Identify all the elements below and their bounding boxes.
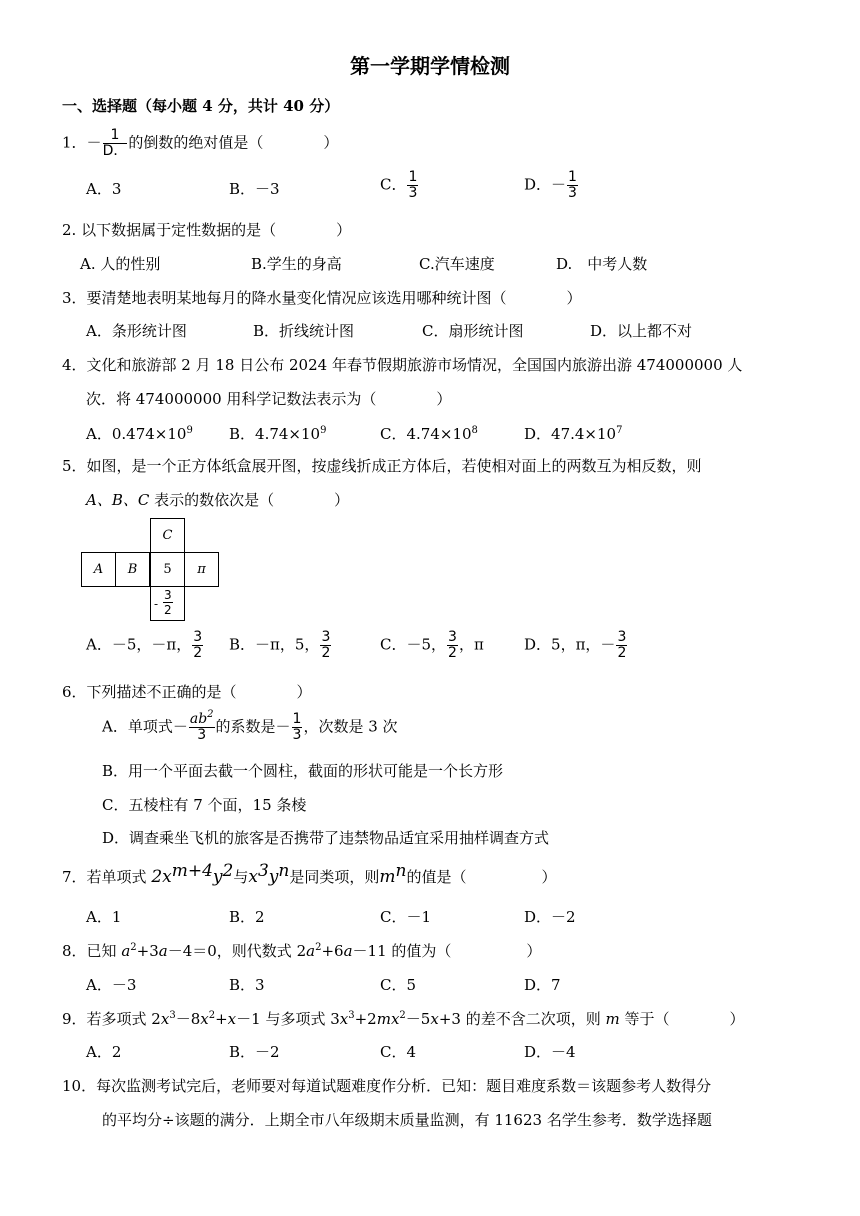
net-frac-den: 2 [164,603,172,617]
q5-b-text: B．－π，5， [229,635,320,654]
q8-option-a: A．－3 [86,976,137,994]
q1-option-d [524,170,579,201]
q5-c-text: C．－5， [380,635,447,654]
page-title: 第一学期学情检测 [350,54,510,78]
q6-a-frac2-num: 1 [292,711,302,727]
net-fraction [163,588,173,617]
q5-option-c [380,630,484,661]
q7-math-1: 2x [151,867,172,887]
q5-c-fraction [447,630,458,661]
q3-option-a: A．条形统计图 [86,322,187,340]
question-1 [62,128,338,159]
question-9 [62,1008,744,1029]
q6-option-d: D．调查乘坐飞机的旅客是否携带了违禁物品适宜采用抽样调查方式 [102,829,550,847]
q7-option-a: A．1 [86,908,122,926]
q5-option-b [229,630,332,661]
question-5-line-2 [86,489,349,510]
q8-text-1: 8．已知 [62,942,122,960]
q5-d-num: 3 [617,629,627,645]
q1-c-fraction [407,170,418,201]
q8-exp-1: 2 [130,942,137,953]
q6-a-frac-num: ab [189,711,208,727]
q9-option-a: A．2 [86,1043,122,1061]
q7-exp-1: m+4 [171,861,213,881]
q9-text-4: －1 与多项式 3 [236,1010,340,1028]
q2-option-b: B.学生的身高 [251,255,342,273]
q6-a-text-2: 的系数是－ [215,717,291,736]
q8-exp-3: 2 [315,942,322,953]
q5-c-tail: ，π [458,635,484,654]
q5-a-den: 2 [193,645,203,661]
question-3: 3．要清楚地表明某地每月的降水量变化情况应该选用哪种统计图（ ） [62,289,582,307]
q9-exp-4: 3 [348,1010,355,1021]
net-frac-num: 3 [164,588,172,602]
net-cell-b: B [115,552,150,587]
q9-option-d: D．－4 [524,1043,576,1061]
q4-d-exp: 7 [616,425,623,436]
q5-d-fraction [616,630,627,661]
q6-a-fraction-1 [189,709,215,743]
q5-d-den: 2 [617,645,627,661]
q4-a-text: A．0.474×10 [86,425,187,443]
q5-c-den: 2 [448,645,457,661]
q8-text-5: －11 的值为（ ） [352,942,542,960]
q1-d-num: 1 [568,169,577,185]
q8-text-4: +6 [321,942,344,960]
q8-text-3: －4＝0，则代数式 2 [167,942,307,960]
q7-exp-4: n [278,861,290,881]
q9-var-2: x [200,1010,209,1028]
q7-math-3: x [248,867,258,887]
q9-var-3: x [227,1010,237,1028]
q7-math-4: y [268,867,279,887]
q5-d-text: D．5，π，－ [524,635,616,654]
q7-exp-5: n [395,861,407,881]
q1-option-c [380,170,419,201]
q1-d-neg: － [551,175,567,194]
q9-exp-2: 2 [208,1010,216,1021]
q1-frac-den: D． [102,143,128,159]
q7-exp-2: 2 [222,861,234,881]
q9-var-1: x [160,1010,170,1028]
q7-math-5: m [379,867,396,887]
q6-a-frac2-den: 3 [292,727,302,743]
q1-option-a: A．3 [86,180,122,198]
q1-neg: － [86,133,102,152]
question-2: 2. 以下数据属于定性数据的是（ ） [62,221,352,239]
q9-text-3: + [215,1010,228,1028]
q5-b-den: 2 [321,645,331,661]
q1-option-b: B．－3 [229,180,280,198]
q7-text-3: 是同类项，则 [289,868,380,886]
net-neg-sign: - [154,597,159,611]
q5-a-fraction [192,630,203,661]
q1-c-den: 3 [408,185,418,201]
q3-option-d: D．以上都不对 [590,322,693,340]
q8-var-3: a [306,942,316,960]
q7-option-b: B．2 [229,908,265,926]
q8-option-b: B．3 [229,976,265,994]
q9-var-4: x [339,1010,349,1028]
q4-a-exp: 9 [186,425,193,436]
q6-option-c: C．五棱柱有 7 个面，15 条棱 [102,796,307,814]
q2-option-c: C.汽车速度 [419,255,495,273]
q8-var-1: a [121,942,131,960]
q9-option-c: C．4 [380,1043,417,1061]
q4-d-text: D．47.4×10 [524,425,617,443]
q2-option-a: A. 人的性别 [80,255,161,273]
q6-a-text-3: ，次数是 3 次 [303,717,398,736]
q4-b-exp: 9 [320,425,327,436]
q1-frac-num: 1 [103,128,128,144]
q2-option-d: D. 中考人数 [556,255,648,273]
q7-text-4: 的值是（ ） [406,868,557,886]
question-4-line-2: 次．将 474000000 用科学记数法表示为（ ） [86,390,452,408]
q4-option-b [229,423,326,444]
q9-text-2: －8 [175,1010,201,1028]
q7-option-c: C．－1 [380,908,432,926]
q9-exp-5: 2 [399,1010,406,1021]
net-cell-a: A [81,552,116,587]
q9-text-6: －5 [405,1010,431,1028]
q7-exp-3: 3 [257,861,269,881]
q7-text-1: 7．若单项式 [62,868,152,886]
q6-a-text-1: A．单项式－ [102,717,188,736]
q4-option-a [86,423,193,444]
question-8 [62,940,541,961]
q8-text-2: +3 [136,942,159,960]
q9-var-7: m [605,1010,620,1028]
net-cell-5: 5 [150,552,185,587]
q6-option-a [102,709,398,743]
q9-var-6: x [430,1010,439,1028]
q1-d-den: 3 [568,185,577,201]
q1-d-label: D． [524,175,552,194]
q1-c-label: C． [380,175,407,194]
q9-option-b: B．－2 [229,1043,280,1061]
q6-option-b: B．用一个平面去截一个圆柱，截面的形状可能是一个长方形 [102,762,504,780]
question-10-line-2: 的平均分÷该题的满分．上期全市八年级期末质量监测，有 11623 名学生参考．数学选择题 [102,1111,712,1129]
q8-var-2: a [158,942,168,960]
q7-text-2: 与 [233,868,249,886]
q6-a-fraction-2 [292,712,303,743]
q5-a-num: 3 [193,629,203,645]
q3-option-b: B．折线统计图 [253,322,355,340]
question-6: 6．下列描述不正确的是（ ） [62,683,312,701]
q4-option-c [380,423,478,444]
q6-a-frac-exp: 2 [207,709,214,720]
q5-b-num: 3 [321,629,331,645]
q9-text-8: 等于（ ） [619,1010,745,1028]
q1-c-num: 1 [408,169,418,185]
q5-b-fraction [320,630,331,661]
q4-option-d [524,423,622,444]
q4-b-text: B．4.74×10 [229,425,321,443]
q8-option-d: D．7 [524,976,561,994]
q4-c-text: C．4.74×10 [380,425,472,443]
q3-option-c: C．扇形统计图 [422,322,524,340]
q9-text-1: 9．若多项式 2 [62,1010,161,1028]
q8-option-c: C．5 [380,976,417,994]
q9-text-5: +2 [354,1010,377,1028]
net-cell-neg-fraction [150,586,185,621]
q5-variables: A、B、C [86,491,150,509]
q9-text-7: +3 的差不含二次项，则 [438,1010,606,1028]
section-heading: 一、选择题（每小题 4 分，共计 40 分） [62,97,340,115]
q6-a-frac-den: 3 [197,727,207,743]
question-5-line-1: 5．如图，是一个正方体纸盒展开图，按虚线折成正方体后，若使相对面上的两数互为相反数，则 [62,457,702,475]
q5-c-num: 3 [448,629,457,645]
net-cell-c: C [150,518,185,553]
question-10-line-1: 10．每次监测考试完后，老师要对每道试题难度作分析．已知：题目难度系数＝该题参考人数得分 [62,1077,712,1095]
question-7 [62,861,557,887]
q5-option-a [86,630,204,661]
q1-number: 1． [62,133,87,152]
q9-var-5: mx [376,1010,400,1028]
q1-d-fraction [567,170,578,201]
q1-fraction [103,128,128,159]
q5-a-text: A．－5，－π， [86,635,192,654]
net-cell-pi: π [184,552,219,587]
q5-option-d [524,630,628,661]
q8-var-4: a [343,942,353,960]
q4-c-exp: 8 [471,425,478,436]
q7-option-d: D．－2 [524,908,576,926]
question-4-line-1: 4．文化和旅游部 2 月 18 日公布 2024 年春节假期旅游市场情况，全国国内旅游出游 474000000 人 [62,356,743,374]
q7-math-2: y [212,867,223,887]
q9-exp-1: 3 [169,1010,176,1021]
q5-line-2-text: 表示的数依次是（ ） [149,491,350,509]
q1-text: 的倒数的绝对值是（ ） [128,133,339,152]
